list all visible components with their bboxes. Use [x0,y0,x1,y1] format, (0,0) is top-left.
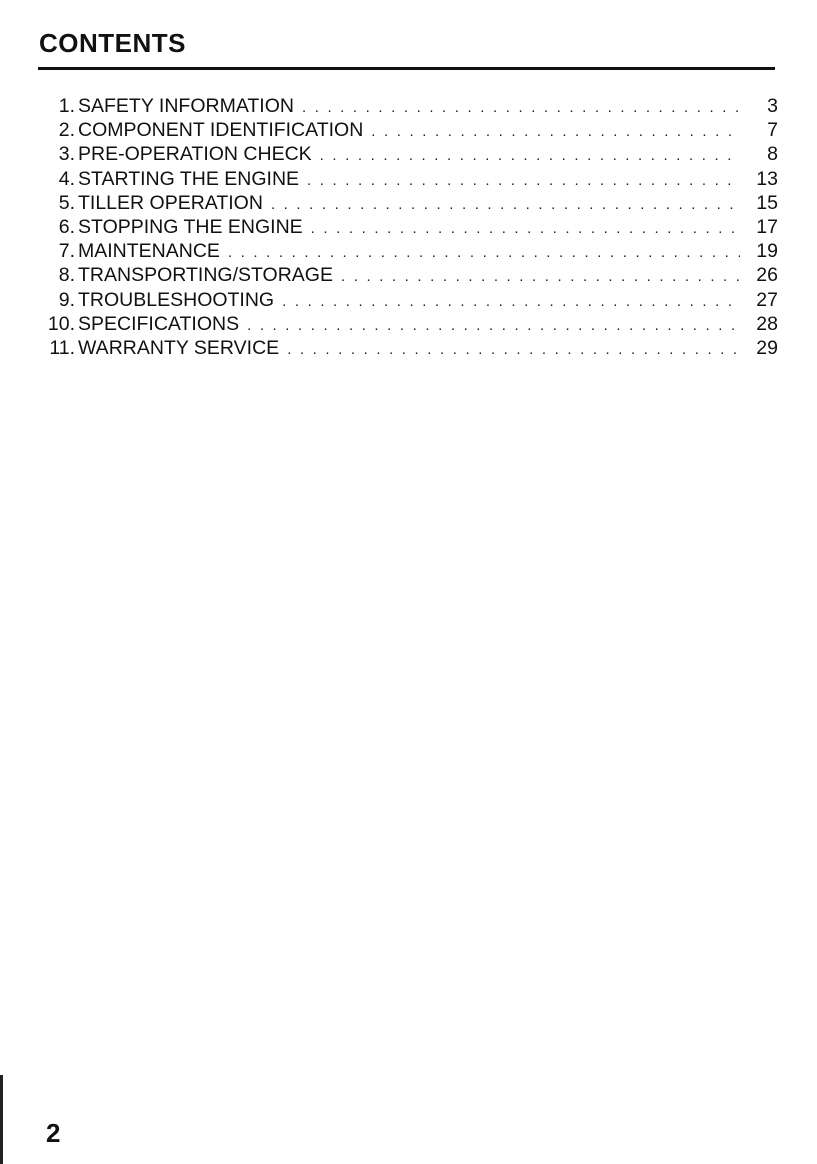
title-underline [38,67,775,70]
toc-entry-troubleshooting [36,288,778,312]
toc-entry-title: SAFETY INFORMATION [78,95,294,117]
dot-leader [287,338,740,362]
toc-entry-page: 3 [767,95,778,117]
dot-leader [247,314,740,338]
toc-entry-title: MAINTENANCE [78,240,220,263]
toc-entry-maintenance [36,239,778,263]
dot-leader [228,241,740,265]
toc-entry-title: TRANSPORTING/STORAGE [78,264,333,287]
toc-entry-warranty-service [36,336,778,360]
page-number: 2 [46,1118,61,1148]
toc-entry-title: TILLER OPERATION [78,191,263,214]
toc-entry-number: 8. [58,264,75,287]
toc-entry-page: 15 [756,191,778,214]
toc-entry-transporting-storage [36,263,778,287]
toc-entry-title: COMPONENT IDENTIFICATION [78,119,364,142]
dot-leader [311,217,740,241]
dot-leader [282,290,740,314]
toc-entry-tiller-operation [36,191,778,215]
dot-leader [371,120,740,144]
toc-entry-page: 7 [767,119,778,142]
toc-entry-title: SPECIFICATIONS [78,312,240,335]
toc-entry-number: 10. [47,312,75,335]
dot-leader [302,96,740,120]
toc-entry-title: PRE-OPERATION CHECK [78,143,312,166]
toc-entry-number: 5. [58,191,75,214]
toc-entry-title: STOPPING THE ENGINE [78,215,303,238]
scan-edge-mark [0,1075,3,1164]
dot-leader [307,169,740,193]
toc-entry-page: 19 [756,240,778,263]
toc-entry-number: 2. [58,119,75,142]
toc-entry-starting-the-engine [36,167,778,191]
page-title: CONTENTS [39,28,186,58]
toc-entry-title: WARRANTY SERVICE [78,336,280,359]
toc-entry-number: 4. [58,167,75,190]
toc-entry-number: 9. [58,288,75,311]
toc-entry-page: 29 [756,336,778,359]
toc-entry-page: 26 [756,264,778,287]
toc-entry-number: 1. [58,95,75,117]
toc-entry-number: 6. [58,215,75,238]
dot-leader [320,144,740,168]
toc-entry-page: 13 [756,167,778,190]
toc-entry-safety-information [36,94,778,118]
toc-entry-number: 7. [58,240,75,263]
toc-entry-component-identification [36,118,778,142]
toc-entry-page: 8 [767,143,778,166]
table-of-contents [36,94,778,360]
toc-entry-page: 27 [756,288,778,311]
toc-entry-pre-operation-check [36,142,778,166]
toc-entry-title: TROUBLESHOOTING [78,288,275,311]
toc-entry-page: 28 [756,312,778,335]
toc-entry-page: 17 [756,215,778,238]
toc-entry-number: 11. [49,336,75,359]
toc-entry-number: 3. [58,143,75,166]
dot-leader [271,193,740,217]
toc-entry-stopping-the-engine [36,215,778,239]
toc-entry-specifications [36,312,778,336]
dot-leader [341,265,740,289]
toc-entry-title: STARTING THE ENGINE [78,167,300,190]
